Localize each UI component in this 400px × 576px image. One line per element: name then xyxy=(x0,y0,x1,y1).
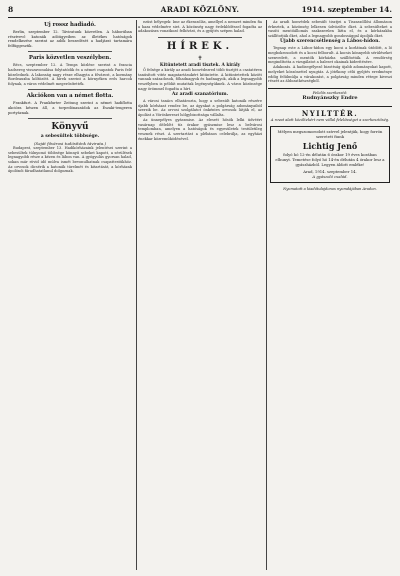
article-separator xyxy=(28,51,112,52)
editor-name: Rudnyánszky Endre xyxy=(302,95,358,102)
article-body-adakozas: Adakozás. A hadisegélyező bizottság újabb adományokat kapott, melyeket köszönettel nyugtáz. A jótékony célú gyűjtés eredménye eddig felülmúlja a várakozást, a polgárság minden rétege kiveszi részét az áldozatkészségből. xyxy=(268,65,392,84)
editor-block xyxy=(268,88,392,103)
article-heading-labos: Újabb szerencsétlenség a Lábos-hídon. xyxy=(279,39,381,45)
article-heading-paris: Paris közvetlen veszélyben. xyxy=(28,55,112,62)
obituary-text: folyó hó 12-én délután 6 órakor 19 éves korában elhunyt. Temetése folyó hó 14-én délután 4 órakor lesz a gyászházból. Legyen áldott emléke! xyxy=(275,152,385,167)
nyiltter-title: NYILTTÉR. xyxy=(301,109,359,119)
newspaper-title: ARADI KÖZLÖNY. xyxy=(160,5,240,14)
nyiltter-section xyxy=(268,106,392,123)
article-body-labos: Tegnap este a Lábos-hídon egy kocsi a korlátnak ütődött, a ló megbokrosodott és a kocsi felborult. A kocsis könnyebb sérüléseket szenvedett, a mentők kórházba szállították. A rendőrség megindította a vizsgálatot a baleset okainak kiderítésére. xyxy=(268,46,392,65)
article-separator xyxy=(28,89,112,90)
nyiltter-disclaimer: A rovat alatt közöltekért nem vállal felelősséget a szerkesztőség. xyxy=(270,118,390,123)
column-divider xyxy=(136,20,137,570)
printer-line: Nyomatott a kiadótulajdonos nyomdájában Aradon. xyxy=(283,187,377,192)
article-body-konyv: Budapest, szeptember 13. Hadikórházaink jelentései szerint a sebesültek túlnyomó többsége könnyű sebeket kapott, a sérülések legnagyobb része a kézen és lábon van. A gyógyulás gyorsan halad, sokan már rövid idő múlva ismét bevonulhatnak csapattestükhöz. Az orvosok dicsérik a katonák türelmét és kitartását, a kórházak ápolónői fáradhatatlanul dolgoznak. xyxy=(8,146,132,174)
article-body-kitunt: Ő felsége a király az aradi honvédezred több tisztjét a csatatéren tanúsított vitéz magatartásukért kitüntette. A kitüntetettek között vannak századosok, főhadnagyok és hadnagyok, akik a legnagyobb veszélyben is példát mutattak legénységüknek. A város közönsége nagy örömmel fogadta a hírt. xyxy=(138,68,262,91)
article-separator xyxy=(158,37,242,38)
article-heading-konyv: Könyvű xyxy=(51,122,89,133)
article-body-tiszt: Az aradi honvédek sebesült tisztjei a Tiszaszőllősi állomáson érkeztek, a közönség lelkesen üdvözölte őket. A sebesülteket a vasúti mentőállomás szakszerűen látta el, és a kórházakba szállították őket, ahol a legnagyobb gondossággal ápolják őket. xyxy=(268,20,392,38)
article-body-szanatorium: A városi tanács elhatározta, hogy a sebesült katonák részére újabb kórházat rendez be, az ágyakat a polgárság adományaiból szerzik be. Az orvosi szolgálatot önkéntes orvosok látják el, az ápolást a Vöröskereszt hölgybizottsága vállalta. xyxy=(138,99,262,118)
column-3 xyxy=(268,20,392,570)
obituary-name: Lichtig Jenő xyxy=(302,141,358,152)
article-subheading-konyv: (Saját fővárosi tudósítónk távirata.) xyxy=(33,141,107,147)
masthead xyxy=(8,4,392,17)
editor-label: Felelős szerkesztő: xyxy=(312,90,348,95)
issue-date: 1914. szeptember 14. xyxy=(301,5,392,14)
article-heading-szanatorium: Az aradi szanatórium. xyxy=(171,92,229,98)
cross-icon: ✝ xyxy=(197,54,203,62)
column-divider xyxy=(266,20,267,570)
obituary-intro: Mélyen megszomorodott szívvel jelentjük, hogy forrón szeretett fiunk xyxy=(277,128,383,139)
article-body-paris: Bécs, szeptember 12. A Temps közlése szerint a francia hadsereg visszavonulása folytatódik és a német csapatok Paris felé közelednek. A lakosság nagy része elhagyta a fővárost, a kormány Bordeauxba költözött. A hírek szerint a környéken erős harcok folynak, a város védelmét megerősítették. xyxy=(8,63,132,86)
page-number: 8 xyxy=(8,5,14,14)
obituary-family: A gyászoló család. xyxy=(312,173,348,179)
article-body-intro: ezüst bélyegek: Íme az ékesszólás, amellyel a nemzet minden fia a haza védelmére siet. A közönség nagy érdeklődéssel fogadta az adakozásra vonatkozó felhívást, és a gyűjtés szépen halad. xyxy=(138,20,262,34)
obituary-place: Arad, 1914. szeptember 14. xyxy=(303,168,357,174)
article-heading-konyv-2: a sebesültek többsége. xyxy=(40,134,100,140)
header-rule xyxy=(8,17,392,18)
obituary-notice xyxy=(270,126,390,184)
article-heading-sport: Uj rossz hadiadó. xyxy=(44,22,96,28)
article-heading-kitunt: Kitüntetett aradi tisztek. A király xyxy=(159,62,241,68)
column-2 xyxy=(138,20,262,570)
column-1 xyxy=(8,20,132,570)
article-body-gyaszmise: Az ünnepélyes gyászmise. Az elesett hősök lelki üdvéért vasárnap délelőtt tíz órakor gyászmise lesz a belvárosi templomban, amelyen a hatóságok és egyesületek testületileg vesznek részt. A szertartást a plébános celebrálja, az egyházi énekkar közreműködésével. xyxy=(138,118,262,141)
article-separator xyxy=(28,118,112,119)
article-body-akcio: Frankfurt. A Frankfurter Zeitung szerint a német hadiflotta akcióra készen áll, a torpedónaszádok az Északi-tengeren portyáznak. xyxy=(8,101,132,115)
article-heading-akcio: Akciókon van a német flotta. xyxy=(26,93,114,100)
article-body-sport: Berlin, szeptember 12. Táviratunk közvetlen. A háborúban résztvevő katonák adóügyeiben az illetékes hatóságok rendelkezése szerint az adók beszedését a hadjárat tartamára felfüggesztik. xyxy=(8,30,132,48)
section-title-hirek: HÍREK. xyxy=(166,40,234,52)
